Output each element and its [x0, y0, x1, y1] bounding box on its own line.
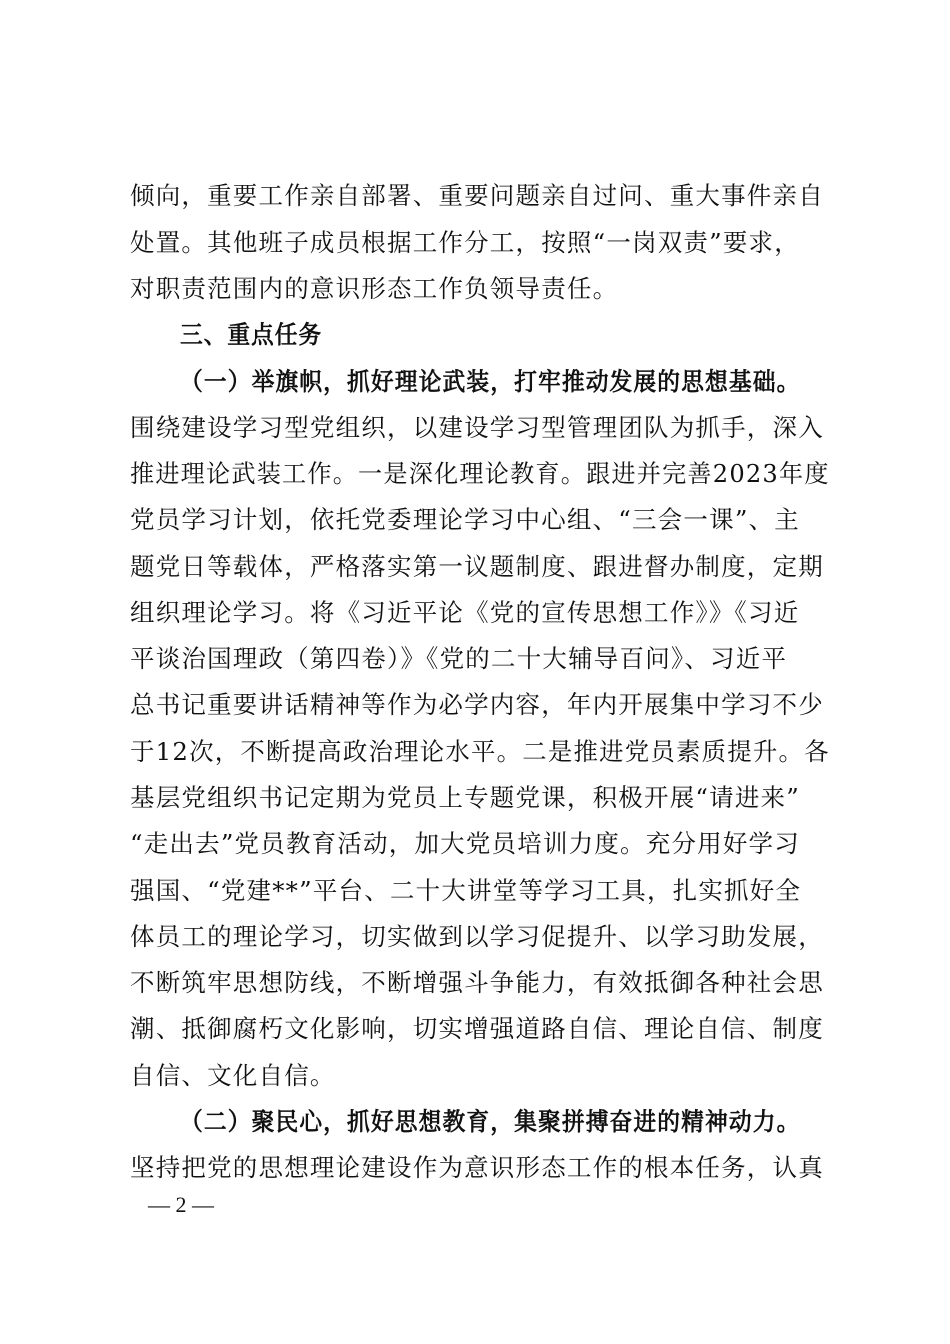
body-text-line: 组织理论学习。将《习近平论《党的宣传思想工作》》《习近 [130, 598, 800, 627]
subsection-heading: （一）举旗帜，抓好理论武装，打牢推动发展的思想基础。 [180, 367, 801, 396]
body-text-line: 强国、“党建**”平台、二十大讲堂等学习工具，扎实抓好全 [130, 876, 802, 905]
body-text-line: 基层党组织书记定期为党员上专题党课，积极开展“请进来” [130, 783, 800, 812]
body-text-line: 倾向，重要工作亲自部署、重要问题亲自过问、重大事件亲自 [130, 181, 824, 210]
body-text-line: “走出去”党员教育活动，加大党员培训力度。充分用好学习 [130, 829, 800, 858]
page-number: — 2 — [148, 1192, 214, 1217]
body-text-line: 对职责范围内的意识形态工作负领导责任。 [130, 274, 619, 303]
body-text-line: 于12次，不断提高政治理论水平。二是推进党员素质提升。各 [130, 737, 830, 766]
body-text-line: 体员工的理论学习，切实做到以学习促提升、以学习助发展， [130, 922, 824, 951]
body-text-line: 不断筑牢思想防线，不断增强斗争能力，有效抵御各种社会思 [130, 968, 824, 997]
body-text-line: 党员学习计划，依托党委理论学习中心组、“三会一课”、主 [130, 505, 800, 534]
body-text-line: 自信、文化自信。 [130, 1061, 336, 1090]
body-text-line: 围绕建设学习型党组织，以建设学习型管理团队为抓手，深入 [130, 413, 824, 442]
body-text-line: 处置。其他班子成员根据工作分工，按照“一岗双责”要求， [130, 228, 800, 257]
body-text-line: 推进理论武装工作。一是深化理论教育。跟进并完善2023年度 [130, 459, 830, 488]
section-heading: 三、重点任务 [180, 320, 323, 349]
body-text-line: 潮、抵御腐朽文化影响，切实增强道路自信、理论自信、制度 [130, 1014, 824, 1043]
body-text-line: 总书记重要讲话精神等作为必学内容，年内开展集中学习不少 [130, 690, 824, 719]
body-text-line: 平谈治国理政（第四卷）》《党的二十大辅导百问》、习近平 [130, 644, 788, 673]
body-text-line: 坚持把党的思想理论建设作为意识形态工作的根本任务，认真 [130, 1153, 824, 1182]
subsection-heading: （二）聚民心，抓好思想教育，集聚拼搏奋进的精神动力。 [180, 1107, 801, 1136]
body-text-line: 题党日等载体，严格落实第一议题制度、跟进督办制度，定期 [130, 552, 824, 581]
